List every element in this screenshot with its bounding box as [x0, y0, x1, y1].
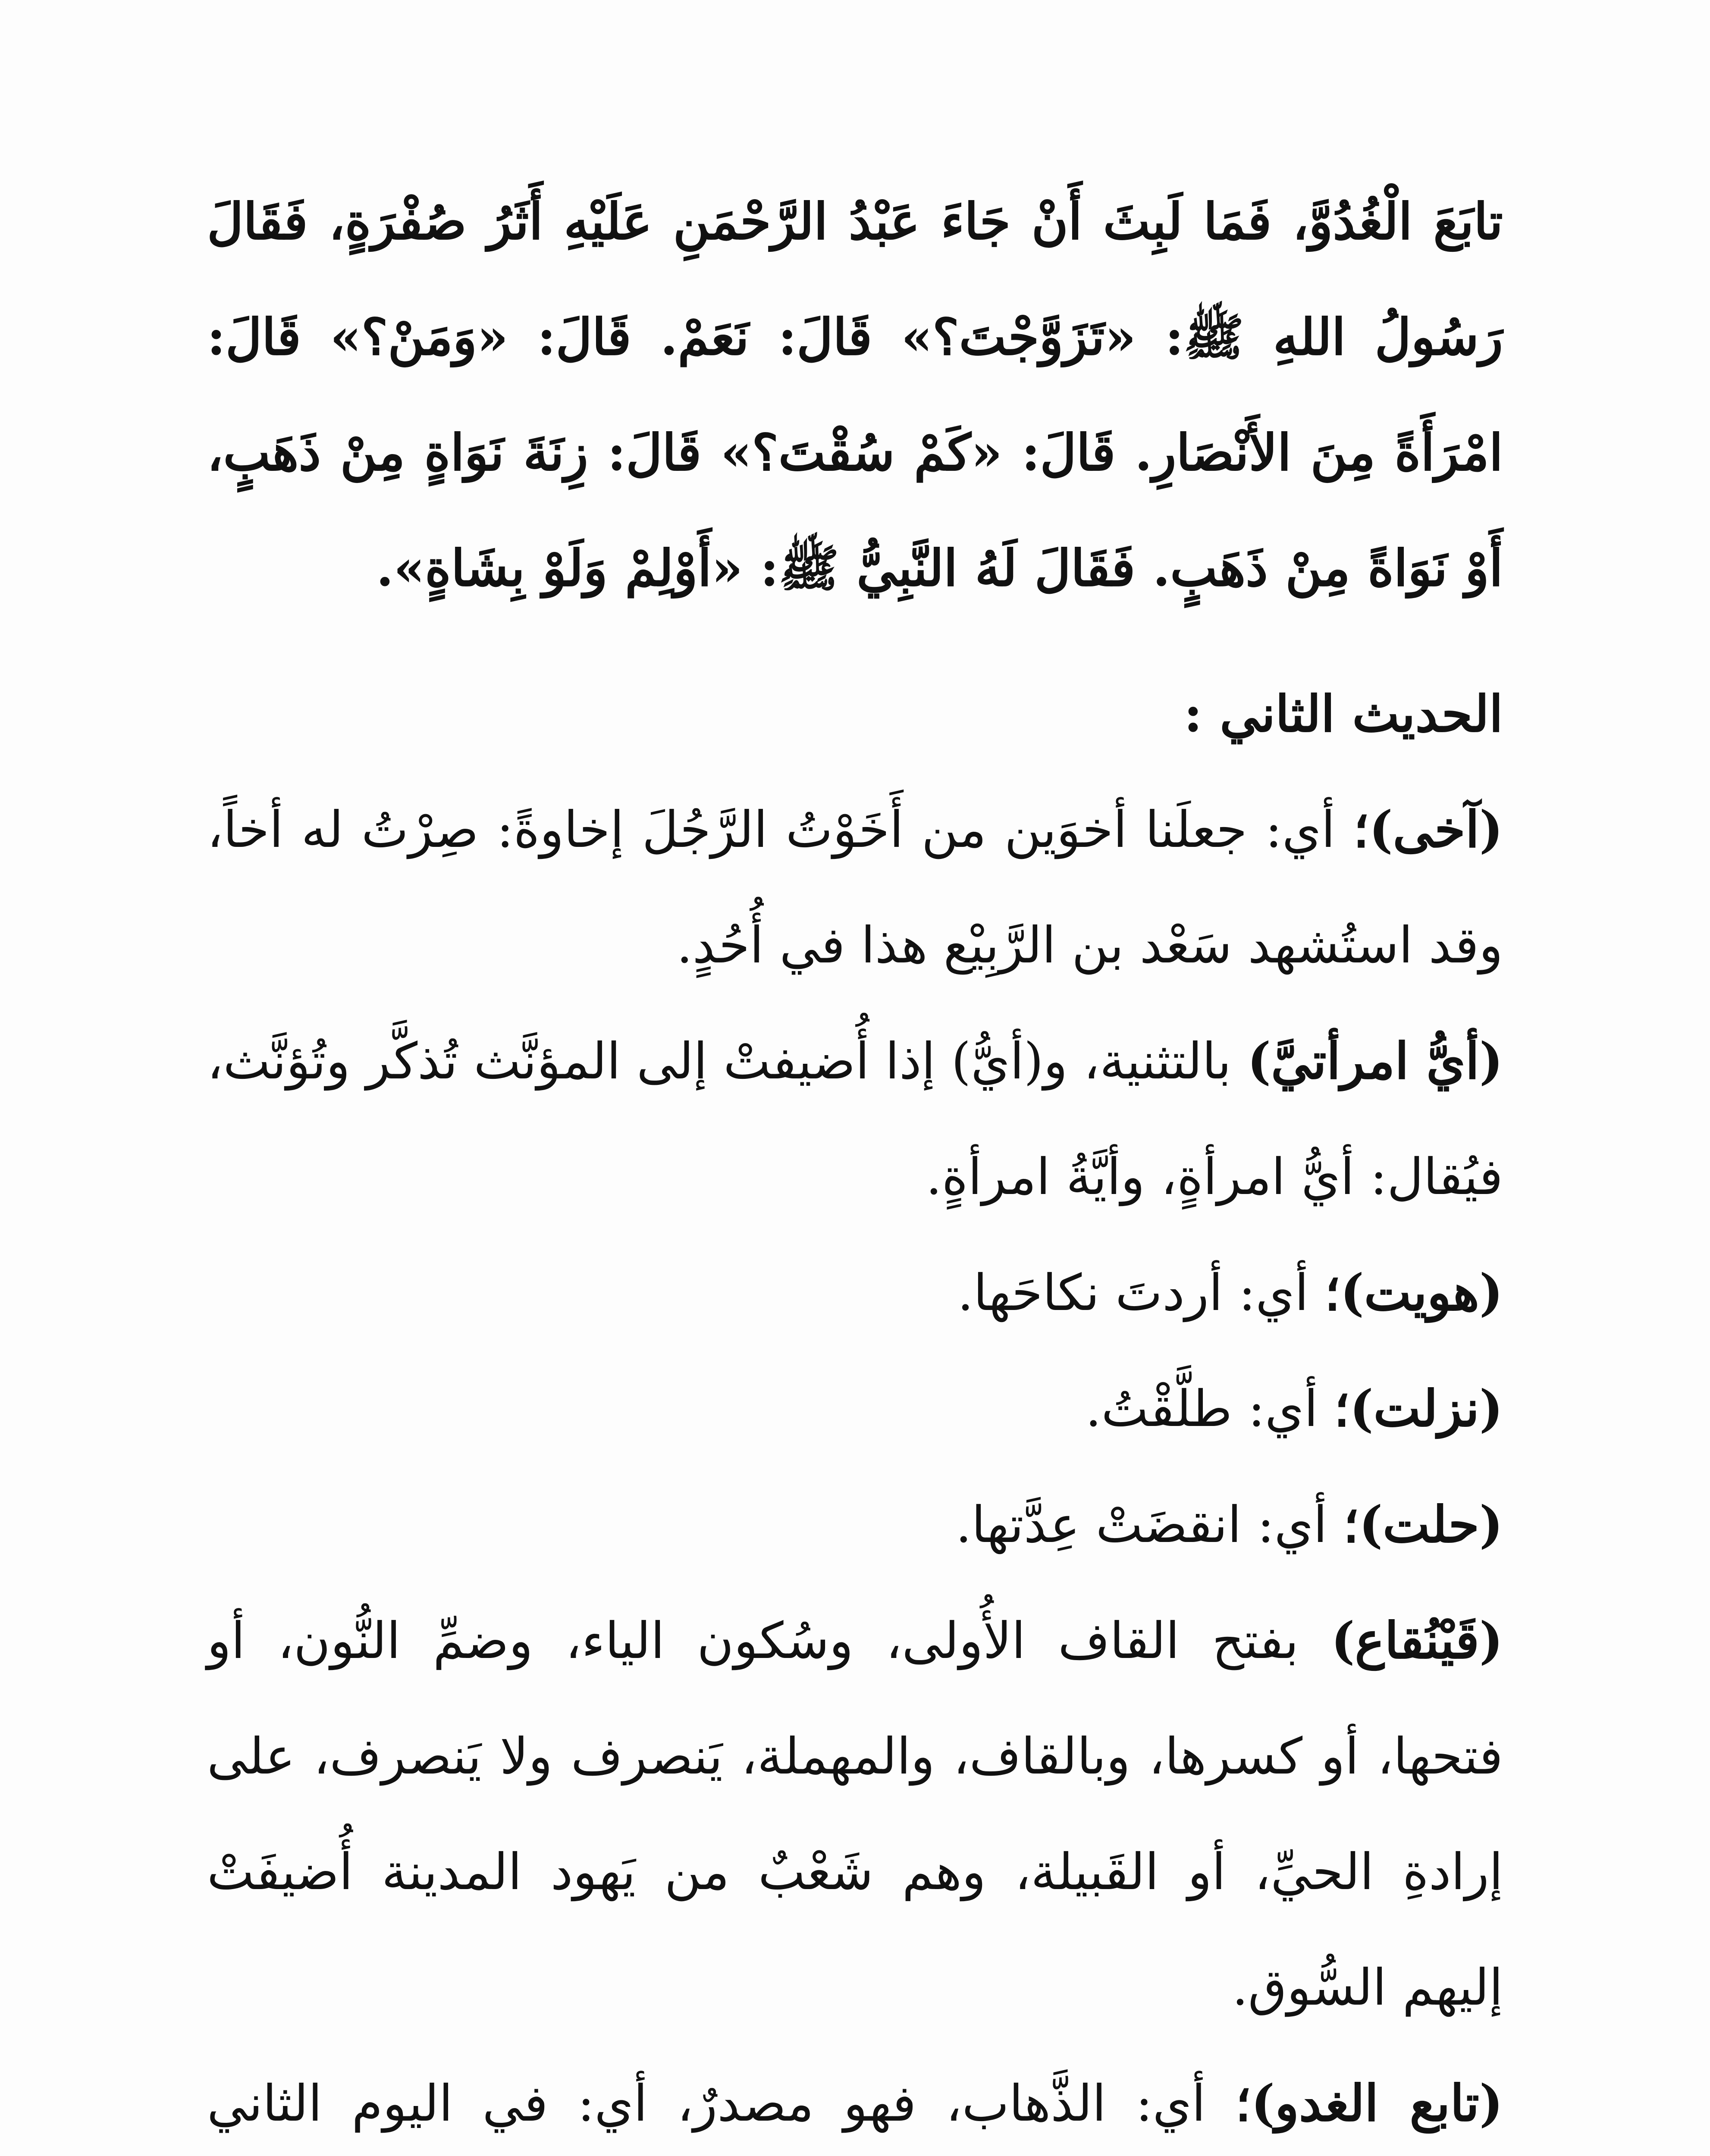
entry-term: (حلت)؛ — [1343, 1495, 1503, 1554]
explanation-entry — [207, 2046, 1503, 2156]
entry-term: (هويت)؛ — [1324, 1263, 1503, 1322]
entry-text: أي: انقضَتْ عِدَّتها. — [955, 1496, 1343, 1554]
entry-term: (نزلت)؛ — [1333, 1379, 1503, 1438]
entry-term: (أيُّ امرأتيَّ) — [1247, 1032, 1503, 1091]
entry-term: (قَيْنُقاع) — [1331, 1611, 1503, 1670]
entry-text: بالتثنية، و(أيُّ) إذا أُضيفتْ إلى المؤنَّث تُذكَّر وتُؤنَّث، فيُقال: أيُّ امرأةٍ، وأيَّةُ امرأةٍ. — [207, 1032, 1503, 1206]
hadith-text: تابَعَ الْغُدُوَّ، فَمَا لَبِثَ أَنْ جَاءَ عَبْدُ الرَّحْمَنِ عَلَيْهِ أَثَرُ صُفْرَةٍ، فَقَالَ رَسُولُ اللهِ ﷺ: «تَزَوَّجْتَ؟» قَالَ: نَعَمْ. قَالَ: «وَمَنْ؟» قَالَ: امْرَأَةً مِنَ الأَنْصَارِ. قَالَ: «كَمْ سُقْتَ؟» قَالَ: زِنَةَ نَوَاةٍ مِنْ ذَهَبٍ، أَوْ نَوَاةً مِنْ ذَهَبٍ. فَقَالَ لَهُ النَّبِيُّ ﷺ: «أَوْلِمْ وَلَوْ بِشَاةٍ». — [207, 192, 1503, 598]
explanation-entry — [207, 1583, 1503, 2046]
entry-text: أي: جعلَنا أخوَين من أَخَوْتُ الرَّجُلَ إخاوةً: صِرْتُ له أخاً، وقد استُشهد سَعْد بن الرَّبِيْع هذا في أُحُدٍ. — [207, 801, 1503, 975]
entry-text: أي: الذَّهاب، فهو مصدرٌ، أي: في اليوم الثاني — [207, 2075, 1206, 2133]
entry-text: بفتح القاف الأُولى، وسُكون الياء، وضمِّ النُّون، أو فتحها، أو كسرها، وبالقاف، والمهملة، يَنصرف ولا يَنصرف، على إرادةِ الحيِّ، أو القَبيلة، وهم شَعْبٌ من يَهود المدينة أُضيفَتْ إليهم السُّوق. — [207, 1612, 1503, 2017]
entry-text: أي: أردتَ نكاحَها. — [957, 1264, 1325, 1322]
explanation-entry — [207, 1351, 1503, 1467]
section-heading: الحديث الثاني : — [1183, 685, 1503, 743]
entry-term: (تابع الغدو)؛ — [1235, 2074, 1503, 2133]
explanation-entry — [207, 1003, 1503, 1235]
page-content — [207, 164, 1503, 2156]
entry-text: أي: طلَّقْتُ. — [1085, 1380, 1334, 1438]
explanation-entry — [207, 772, 1503, 1003]
explanation-entry — [207, 1467, 1503, 1583]
entry-term: (آخى)؛ — [1353, 800, 1503, 859]
explanation-entry — [207, 1235, 1503, 1351]
